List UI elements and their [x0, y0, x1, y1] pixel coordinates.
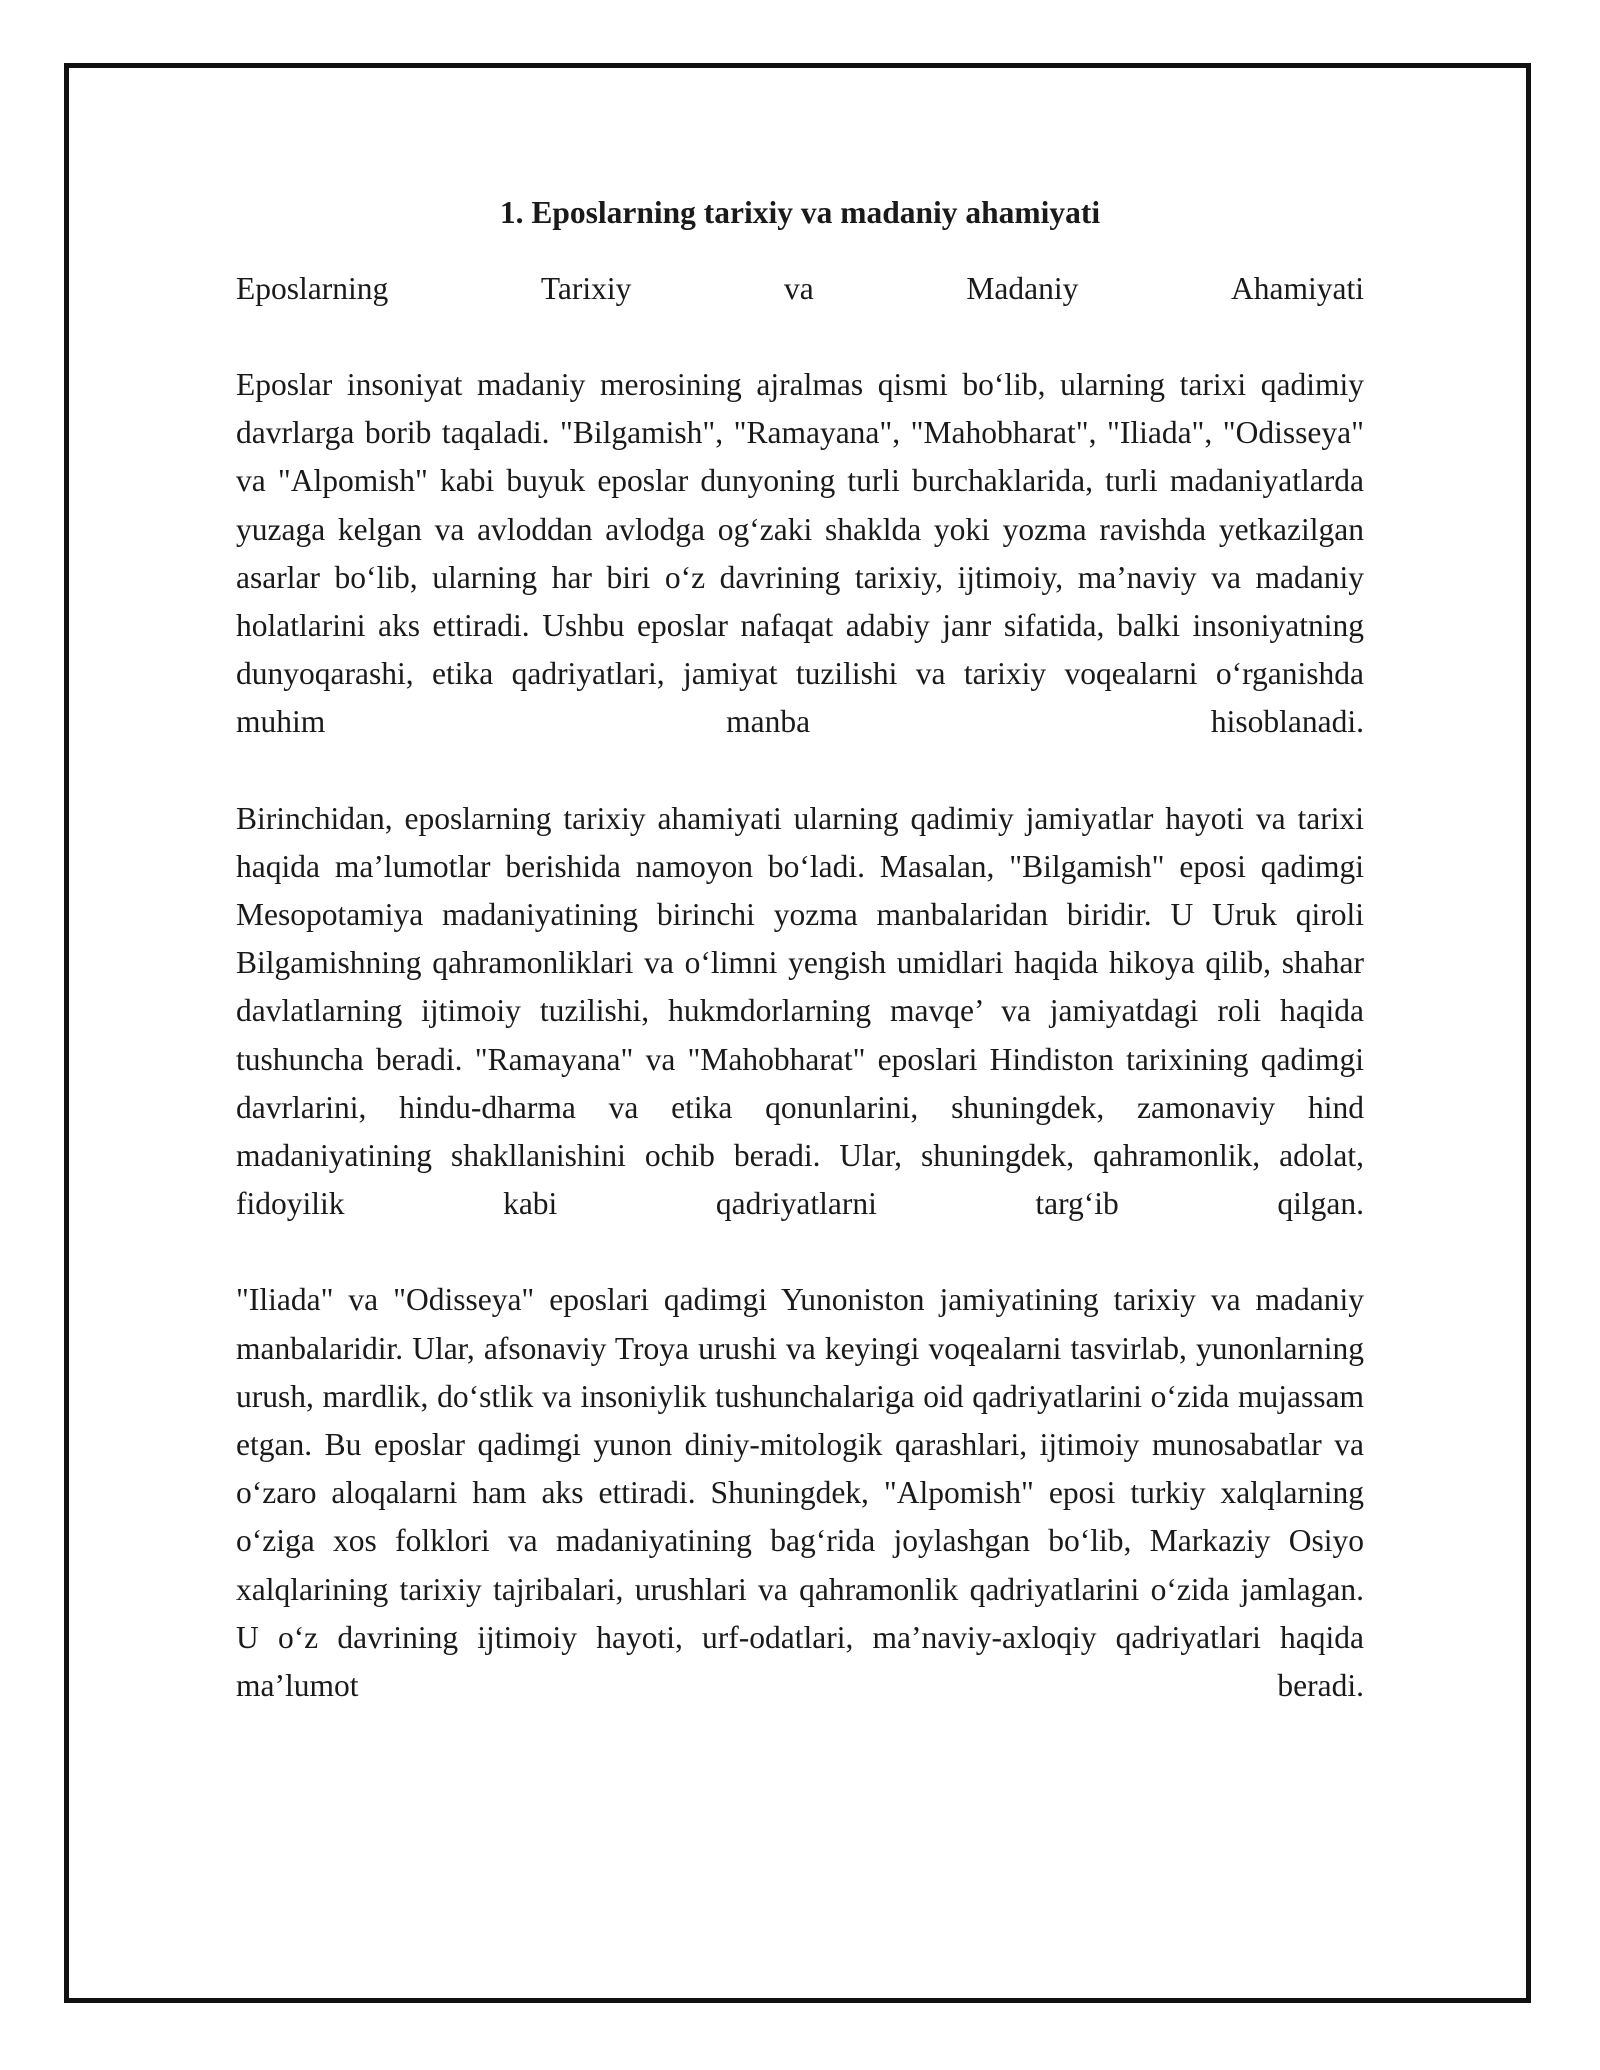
- paragraph-intro: Eposlar insoniyat madaniy merosining ajralmas qismi bo‘lib, ularning tarixi qadimiy davrlarga borib taqaladi. "Bilgamish", "Ramayana", "Mahobharat", "Iliada", "Odisseya" va "Alpomish" kabi buyuk eposlar dunyoning turli burchaklarida, turli madaniyatlarda yuzaga kelgan va avloddan avlodga og‘zaki shaklda yoki yozma ravishda yetkazilgan asarlar bo‘lib, ularning har biri o‘z davrining tarixiy, ijtimoiy, ma’naviy va madaniy holatlarini aks ettiradi. Ushbu eposlar nafaqat adabiy janr sifatida, balki insoniyatning dunyoqarashi, etika qadriyatlari, jamiyat tuzilishi va tarixiy voqealarni o‘rganishda muhim manba hisoblanadi.: [236, 367, 1364, 740]
- paragraph-greek-and-turkic-epics: "Iliada" va "Odisseya" eposlari qadimgi Yunoniston jamiyatining tarixiy va madaniy manbalaridir. Ular, afsonaviy Troya urushi va keyingi voqealarni tasvirlab, yunonlarning urush, mardlik, do‘stlik va insoniylik tushunchalariga oid qadriyatlarini o‘zida mujassam etgan. Bu eposlar qadimgi yunon diniy-mitologik qarashlari, ijtimoiy munosabatlar va o‘zaro aloqalarni ham aks ettiradi. Shuningdek, "Alpomish" eposi turkiy xalqlarning o‘ziga xos folklori va madaniyatining bag‘rida joylashgan bo‘lib, Markaziy Osiyo xalqlarining tarixiy tajribalari, urushlari va qahramonlik qadriyatlarini o‘zida jamlagan. U o‘z davrining ijtimoiy hayoti, urf-odatlari, ma’naviy-axloqiy qadriyatlari haqida ma’lumot beradi.: [236, 1282, 1364, 1704]
- document-title: 1. Eposlarning tarixiy va madaniy ahamiyati: [499, 195, 1101, 230]
- paragraph-historical-significance: Birinchidan, eposlarning tarixiy ahamiyati ularning qadimiy jamiyatlar hayoti va tarixi haqida ma’lumotlar berishida namoyon bo‘ladi. Masalan, "Bilgamish" eposi qadimgi Mesopotamiya madaniyatining birinchi yozma manbalaridan biridir. U Uruk qiroli Bilgamishning qahramonliklari va o‘limni yengish umidlari haqida hikoya qilib, shahar davlatlarning ijtimoiy tuzilishi, hukmdorlarning mavqe’ va jamiyatdagi roli haqida tushuncha beradi. "Ramayana" va "Mahobharat" eposlari Hindiston tarixining qadimgi davrlarini, hindu-dharma va etika qonunlarini, shuningdek, zamonaviy hind madaniyatining shakllanishini ochib beradi. Ular, shuningdek, qahramonlik, adolat, fidoyilik kabi qadriyatlarni targ‘ib qilgan.: [236, 800, 1364, 1222]
- subtitle-word: Ahamiyati: [1230, 271, 1364, 306]
- document-subtitle: [236, 265, 1364, 313]
- subtitle-word: Madaniy: [966, 271, 1079, 306]
- subtitle-word: Eposlarning: [236, 271, 389, 306]
- subtitle-word: va: [784, 271, 814, 306]
- subtitle-word: Tarixiy: [540, 271, 632, 306]
- document-body: [236, 188, 1364, 1710]
